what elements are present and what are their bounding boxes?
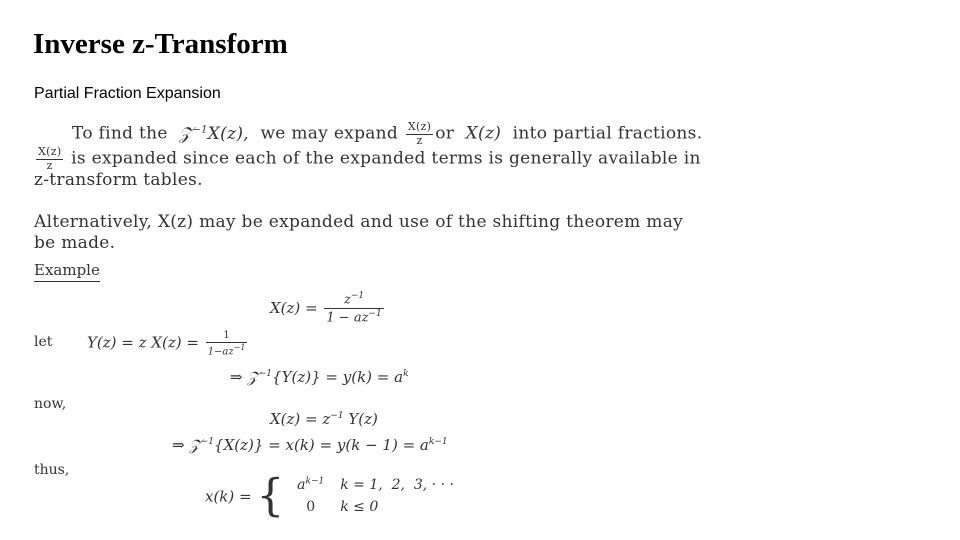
slide-subtitle: Partial Fraction Expansion [34, 85, 221, 102]
thus-label: thus, [34, 462, 70, 478]
text-partial-fractions: into partial fractions. [512, 123, 703, 144]
equation-inverse-xz: ⇒ 𝒵$^{-1}${X(z)} = $x(k) = y(k - 1) = a^{k-1}$ [172, 436, 448, 454]
paragraph-1-line-2 [34, 146, 701, 172]
text-may-expand: we may expand [260, 123, 399, 144]
equation-inverse-yz: ⇒ 𝒵$^{-1}${Y(z)} = $y(k) = a^k$ [230, 368, 409, 386]
x-over-z-fraction-2: $\frac{X(z)}{z}$ [38, 145, 62, 172]
xz-expression: X(z) [459, 123, 507, 144]
text-to-find: To find the [72, 123, 168, 144]
text-or: or [435, 123, 455, 144]
equation-xz-shift: $X(z) = z^{-1}$ Y(z) [270, 410, 378, 428]
x-over-z-fraction: $\frac{X(z)}{z}$ [407, 120, 432, 147]
slide-title: Inverse z-Transform [33, 28, 288, 60]
paragraph-2-line-1: Alternatively, X(z) may be expanded and use of the shifting theorem may [34, 212, 684, 232]
equation-piecewise-result: x(k) = { $a^{k-1}$ k = 1, 2, 3, · · · 0 k ≤ 0 [205, 470, 454, 522]
example-heading: Example [34, 261, 100, 282]
paragraph-1-line-1 [72, 121, 702, 147]
now-label: now, [34, 396, 67, 412]
let-label: let [34, 334, 53, 350]
inverse-z-expression: 𝒵$^{-1}$X(z), [173, 123, 255, 144]
equation-xz-definition: X(z) = $\frac{z^{-1}}{1 - az^{-1}}$ [270, 291, 382, 326]
equation-yz-definition: Y(z) = z X(z) = $\frac{1}{1-az^{-1}}$ [87, 330, 246, 357]
paragraph-2-line-2: be made. [34, 233, 116, 253]
text-expanded-since: is expanded since each of the expanded terms is generally available in [71, 148, 701, 169]
paragraph-1-line-3: z-transform tables. [34, 170, 203, 190]
